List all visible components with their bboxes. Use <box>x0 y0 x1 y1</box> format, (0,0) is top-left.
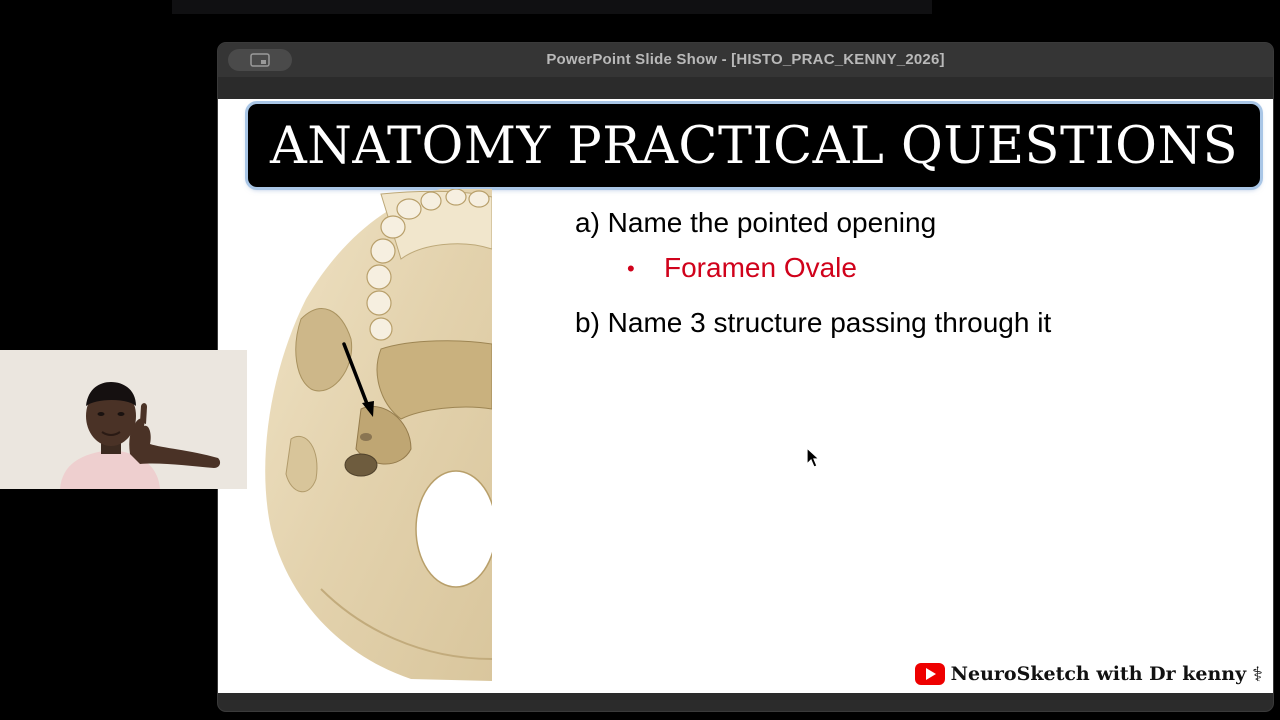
skull-base-image <box>261 189 492 681</box>
presenter-video-icon <box>0 350 247 489</box>
presenter-webcam <box>0 350 247 489</box>
youtube-play-icon <box>915 663 945 685</box>
question-a: a) Name the pointed opening <box>575 207 937 238</box>
question-b: b) Name 3 structure passing through it <box>575 307 1052 338</box>
answer-a-bullet: • <box>627 256 635 281</box>
caduceus-icon: ⚕ <box>1252 662 1263 686</box>
top-menu-strip <box>172 0 932 14</box>
window-titlebar <box>218 43 1273 77</box>
slide <box>218 99 1274 693</box>
slideshow-window <box>217 42 1274 712</box>
mouse-cursor-icon <box>806 447 820 469</box>
channel-watermark <box>915 661 1263 687</box>
channel-name: NeuroSketch with Dr kenny <box>950 663 1247 685</box>
window-title: PowerPoint Slide Show - [HISTO_PRAC_KENNY_2026] <box>546 51 945 68</box>
slide-heading: ANATOMY PRACTICAL QUESTIONS <box>269 117 1239 176</box>
answer-a: Foramen Ovale <box>664 252 857 283</box>
slide-heading-banner <box>248 104 1260 187</box>
